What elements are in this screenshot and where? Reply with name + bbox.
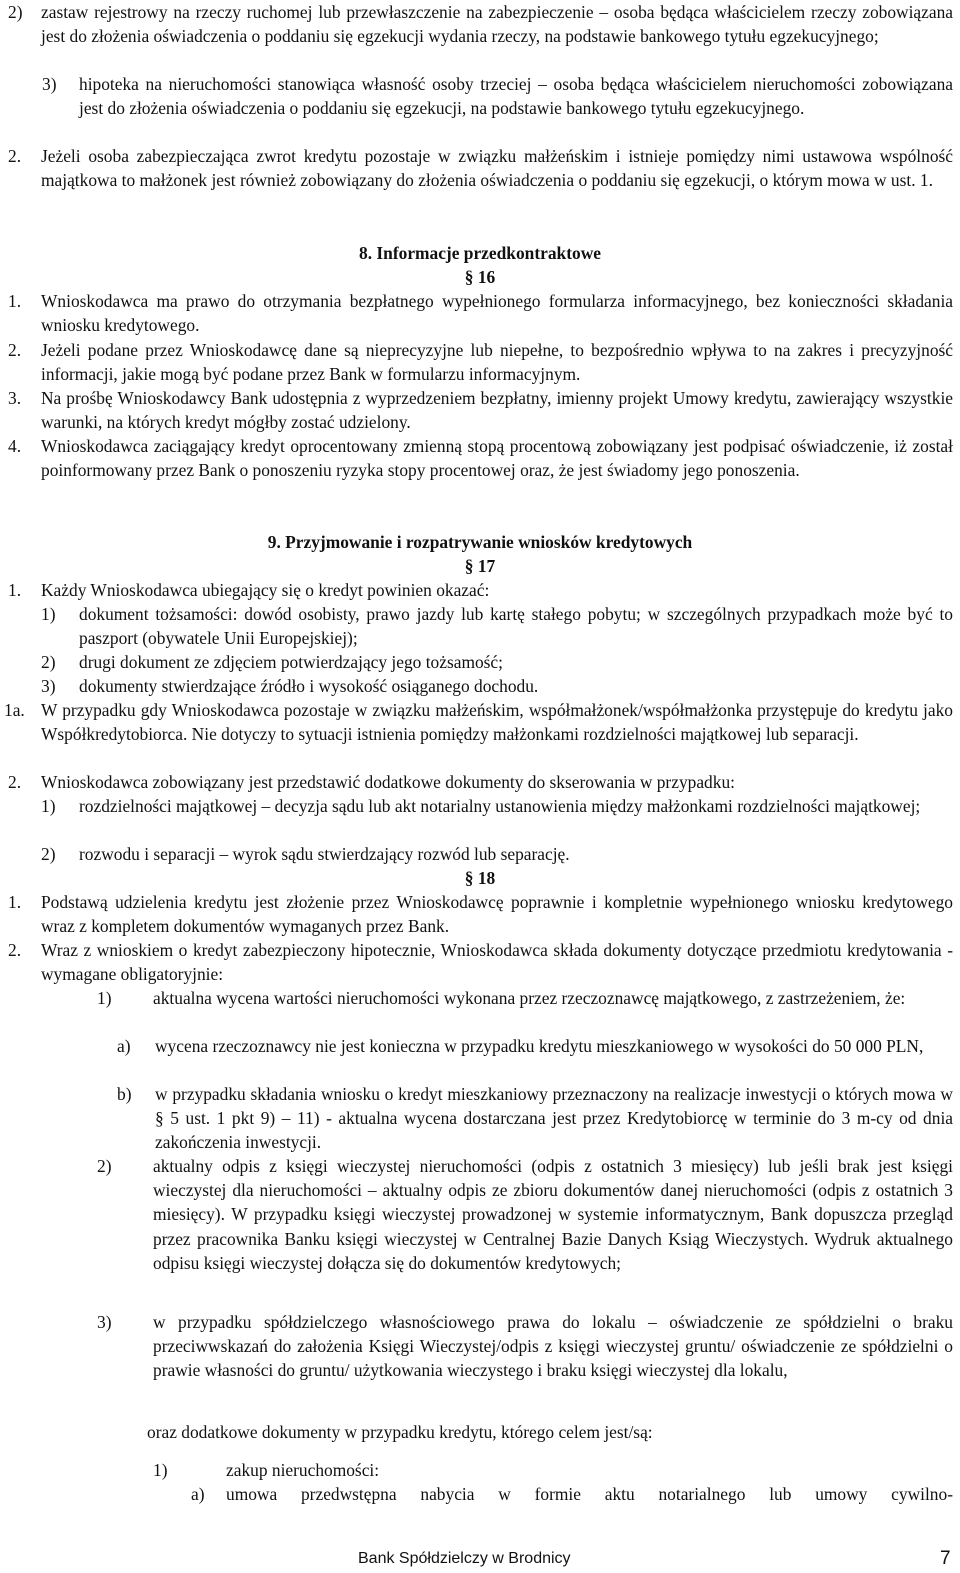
item-number: 1) — [153, 1460, 168, 1480]
paragraph-text: Jeżeli osoba zabezpieczająca zwrot kredytu pozostaje w związku małżeńskim i istnieje pomiędzy nimi ustawowa wspólność majątkowa to małżonek jest również zobowiązany do złożenia oświadczenia o poddaniu się egzekucji, o którym mowa w ust. 1. — [41, 146, 953, 191]
paragraph-text: Podstawą udzielenia kredytu jest złożenie przez Wnioskodawcę poprawnie i kompletnie wypełnionego wniosku kredytowego wraz z kompletem dokumentów wymaganych przez Bank. — [41, 892, 953, 937]
paragraph-text: Wnioskodawca zobowiązany jest przedstawić dodatkowe dokumenty do skserowania w przypadku: — [41, 772, 735, 792]
item-number: 2) — [41, 844, 56, 864]
item-text: dokumenty stwierdzające źródło i wysokość osiąganego dochodu. — [79, 676, 539, 696]
paragraph-text: Wraz z wnioskiem o kredyt zabezpieczony hipotecznie, Wnioskodawca składa dokumenty dotyczące przedmiotu kredytowania - wymagane obligatoryjnie: — [41, 940, 953, 985]
item-number: 1) — [97, 988, 112, 1008]
subitem-letter: a) — [117, 1036, 131, 1056]
item-text: aktualna wycena wartości nieruchomości wykonana przez rzeczoznawcę majątkowego, z zastrzeżeniem, że: — [153, 988, 906, 1008]
paragraph-number: 2. — [8, 772, 22, 792]
page-number: 7 — [940, 1548, 951, 1569]
paragraph-mark: § 17 — [464, 556, 496, 576]
item-text: zastaw rejestrowy na rzeczy ruchomej lub przewłaszczenie na zabezpieczenie – osoba będąca właścicielem rzeczy zobowiązana jest do złożenia oświadczenia o poddaniu się egzekucji wydania rzeczy, na podstawie bankowego tytułu egzekucyjnego; — [41, 2, 953, 47]
item-text: zakup nieruchomości: — [226, 1460, 380, 1480]
subitem-letter: a) — [191, 1484, 205, 1504]
paragraph-number: 3. — [8, 388, 22, 408]
item-text: drugi dokument ze zdjęciem potwierdzający jego tożsamość; — [79, 652, 503, 672]
item-text: dokument tożsamości: dowód osobisty, prawo jazdy lub kartę stałego pobytu; w szczególnych przypadkach może być to paszport (obywatele Unii Europejskiej); — [79, 604, 953, 649]
item-number: 2) — [41, 652, 56, 672]
subitem-text: wycena rzeczoznawcy nie jest konieczna w przypadku kredytu mieszkaniowego w wysokości do 50 000 PLN, — [155, 1036, 924, 1056]
subitem-text: umowa przedwstępna nabycia w formie aktu notarialnego lub umowy cywilno- — [226, 1484, 953, 1504]
page-footer — [0, 1547, 960, 1571]
item-text: w przypadku spółdzielczego własnościowego prawa do lokalu – oświadczenie ze spółdzielni o braku przeciwwskazań do założenia Księgi Wieczystej/odpis z księgi wieczystej gruntu/ oświadczenie ze spółdzielni o prawie własności do gruntu/ użytkowania wieczystego i braku księgi wieczystej dla lokalu, — [153, 1312, 953, 1381]
item-number: 3) — [42, 74, 57, 94]
paragraph-number: 1. — [8, 580, 22, 600]
item-text: aktualny odpis z księgi wieczystej nieruchomości (odpis z ostatnich 3 miesięcy) lub jeśli brak jest księgi wieczystej dla nieruchomości – aktualny odpis ze zbioru dokumentów danej nieruchomości (odpis z ostatnich 3 miesięcy). W przypadku księgi wieczystej prowadzonej w systemie informatycznym, Bank dopuszcza przegląd przez pracownika Banku księgi wieczystej w Centralnej Bazie Danych Ksiąg Wieczystych. Wydruk aktualnego odpisu księgi wieczystej dołącza się do dokumentów kredytowych; — [153, 1156, 953, 1273]
item-number: 3) — [41, 676, 56, 696]
item-number: 3) — [97, 1312, 112, 1332]
paragraph-number: 1. — [8, 291, 22, 311]
paragraph-number: 1a. — [4, 700, 25, 720]
subitem-letter: b) — [117, 1084, 132, 1104]
item-text: rozdzielności majątkowej – decyzja sądu lub akt notarialny ustanowienia między małżonkami rozdzielności majątkowej; — [79, 796, 921, 816]
paragraph-text: Wnioskodawca zaciągający kredyt oprocentowany zmienną stopą procentową zobowiązany jest podpisać oświadczenie, iż został poinformowany przez Bank o ponoszeniu ryzyka stopy procentowej oraz, że jest świadomy jego ponoszenia. — [41, 436, 953, 481]
paragraph-text: W przypadku gdy Wnioskodawca pozostaje w związku małżeńskim, współmałżonek/współmałżonka przystępuje do kredytu jako Współkredytobiorca. Nie dotyczy to sytuacji istnienia pomiędzy małżonkami rozdzielności majątkowej lub separacji. — [41, 700, 953, 745]
paragraph-text: Na prośbę Wnioskodawcy Bank udostępnia z wyprzedzeniem bezpłatny, imienny projekt Umowy kredytu, zawierający wszystkie warunki, na których kredyt mógłby zostać udzielony. — [41, 388, 953, 433]
paragraph-text: Jeżeli podane przez Wnioskodawcę dane są nieprecyzyjne lub niepełne, to bezpośrednio wpływa to na zakres i precyzyjność informacji, jakie mogą być podane przez Bank w formularzu informacyjnym. — [41, 340, 953, 385]
paragraph-number: 1. — [8, 892, 22, 912]
paragraph-number: 2. — [8, 940, 22, 960]
section-heading: 9. Przyjmowanie i rozpatrywanie wniosków kredytowych — [267, 532, 693, 552]
footer-bank-name: Bank Spółdzielczy w Brodnicy — [358, 1550, 571, 1567]
item-number: 2) — [8, 2, 23, 22]
paragraph-number: 2. — [8, 340, 22, 360]
item-text: hipoteka na nieruchomości stanowiąca własność osoby trzeciej – osoba będąca właścicielem nieruchomości zobowiązana jest do złożenia oświadczenia o poddaniu się egzekucji, na podstawie bankowego tytułu egzekucyjnego. — [79, 74, 953, 119]
subitem-text: w przypadku składania wniosku o kredyt mieszkaniowy przeznaczony na realizacje inwestycji o których mowa w § 5 ust. 1 pkt 9) – 11) - aktualna wycena dostarczana jest przez Kredytobiorcę w terminie do 3 m-cy od dnia zakończenia inwestycji. — [155, 1084, 953, 1153]
section-heading: 8. Informacje przedkontraktowe — [359, 243, 601, 263]
paragraph-mark: § 16 — [464, 267, 496, 287]
paragraph-text: oraz dodatkowe dokumenty w przypadku kredytu, którego celem jest/są: — [147, 1422, 653, 1442]
paragraph-text: Wnioskodawca ma prawo do otrzymania bezpłatnego wypełnionego formularza informacyjnego, bez konieczności składania wniosku kredytowego. — [41, 291, 953, 336]
item-number: 2) — [97, 1156, 112, 1176]
paragraph-number: 4. — [8, 436, 22, 456]
paragraph-mark: § 18 — [464, 868, 496, 888]
item-number: 1) — [41, 796, 56, 816]
paragraph-number: 2. — [8, 146, 22, 166]
paragraph-text: Każdy Wnioskodawca ubiegający się o kredyt powinien okazać: — [41, 580, 490, 600]
item-number: 1) — [41, 604, 56, 624]
item-text: rozwodu i separacji – wyrok sądu stwierdzający rozwód lub separację. — [79, 844, 570, 864]
